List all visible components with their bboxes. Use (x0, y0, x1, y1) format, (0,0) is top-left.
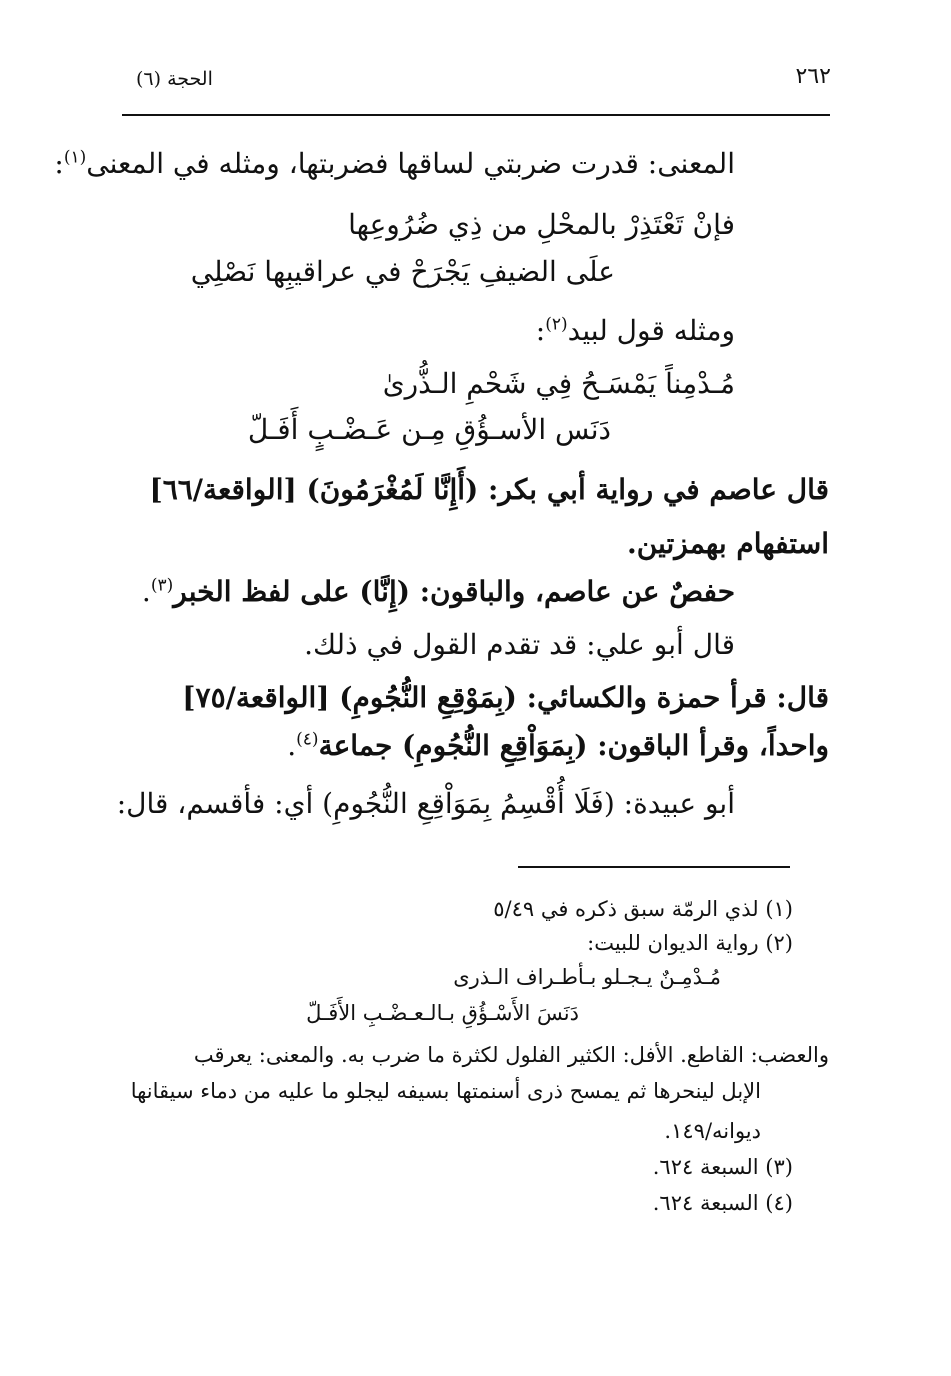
page-number: ٢٦٢ (795, 64, 831, 89)
text-line-2-body: ومثله قول لبيد (567, 314, 735, 347)
footnote-4: (٤) السبعة ٦٢٤. (652, 1191, 793, 1215)
text-line-8-period: . (287, 729, 297, 762)
text-line-5-body: حفصٌ عن عاصم، والباقون: (إِنَّا) على لفظ الخبر (173, 575, 735, 608)
text-line-7: قال: قرأ حمزة والكسائي: (بِمَوْقِعِ النُّجُومِ) [الواقعة/٧٥] (182, 681, 829, 714)
header-rule (122, 114, 830, 116)
footnote-ref-4: (٤) (296, 729, 319, 750)
footnote-1: (١) لذي الرمّة سبق ذكره في ٥/٤٩ (493, 897, 793, 921)
footnote-2-verse-first: مُـدْمِـنٌ يـجـلو بـأطـراف الـذرى (453, 965, 721, 989)
text-line-1-body: المعنى: قدرت ضربتي لساقها فضربتها، ومثله في المعنى (86, 147, 735, 180)
footnote-ref-1: (١) (63, 147, 87, 168)
text-line-3: قال عاصم في رواية أبي بكر: (أَإِنَّا لَمُغْرَمُونَ) [الواقعة/٦٦] (149, 473, 829, 506)
footnote-2-text-2: الإبل لينحرها ثم يمسح ذرى أسنمتها بسيفه ليجلو ما عليه من دماء سيقانها (130, 1079, 761, 1103)
verse-2-first-hemistich: مُـدْمِناً يَمْسَـحُ فِي شَحْمِ الـذُّرىٰ (382, 367, 735, 400)
text-line-1 (54, 144, 735, 184)
verse-1-second-hemistich: علَى الضيفِ يَجْرَحْ في عراقيبِها نَصْلِي (190, 255, 615, 288)
text-line-9: أبو عبيدة: (فَلَا أُقْسِمُ بِمَوَاْقِعِ النُّجُومِ) أي: فأقسم، قال: (116, 787, 735, 820)
text-line-1-colon: : (54, 147, 64, 180)
footnote-2-verse-second: دَنَسَ الأَسْـؤُقِ بـالـعـضْـبِ الأَفَـلّ (306, 1001, 579, 1025)
footnote-ref-3: (٣) (150, 575, 174, 596)
text-line-2 (536, 311, 735, 351)
text-line-4: استفهام بهمزتين. (626, 527, 829, 560)
footnote-2-text-1: والعضب: القاطع. الأفل: الكثير الفلول لكثرة ما ضرب به. والمعنى: يعرقب (193, 1043, 829, 1067)
text-line-6: قال أبو علي: قد تقدم القول في ذلك. (304, 628, 735, 661)
verse-1-first-hemistich: فإنْ تَعْتَذِرْ بالمحْلِ من ذِي ضُرُوعِها (348, 208, 735, 241)
text-line-5 (142, 572, 735, 612)
text-line-2-colon: : (535, 314, 546, 347)
footnote-ref-2: (٢) (545, 314, 568, 335)
running-title: الحجة (٦) (136, 68, 213, 90)
footnote-3: (٣) السبعة ٦٢٤. (652, 1155, 793, 1179)
footnote-2-text-3: ديوانه/١٤٩. (664, 1119, 761, 1143)
text-line-5-period: . (141, 575, 151, 608)
verse-2-second-hemistich: دَنَس الأسـؤُقِ مِـن عَـضْـبٍ أَفَـلّ (247, 413, 611, 446)
footnote-2: (٢) رواية الديوان للبيت: (587, 931, 793, 955)
footnote-separator (518, 866, 790, 868)
text-line-8 (287, 726, 829, 766)
text-line-8-body: واحداً، وقرأ الباقون: (بِمَوَاْقِعِ النُّجُومِ) جماعة (318, 729, 829, 762)
